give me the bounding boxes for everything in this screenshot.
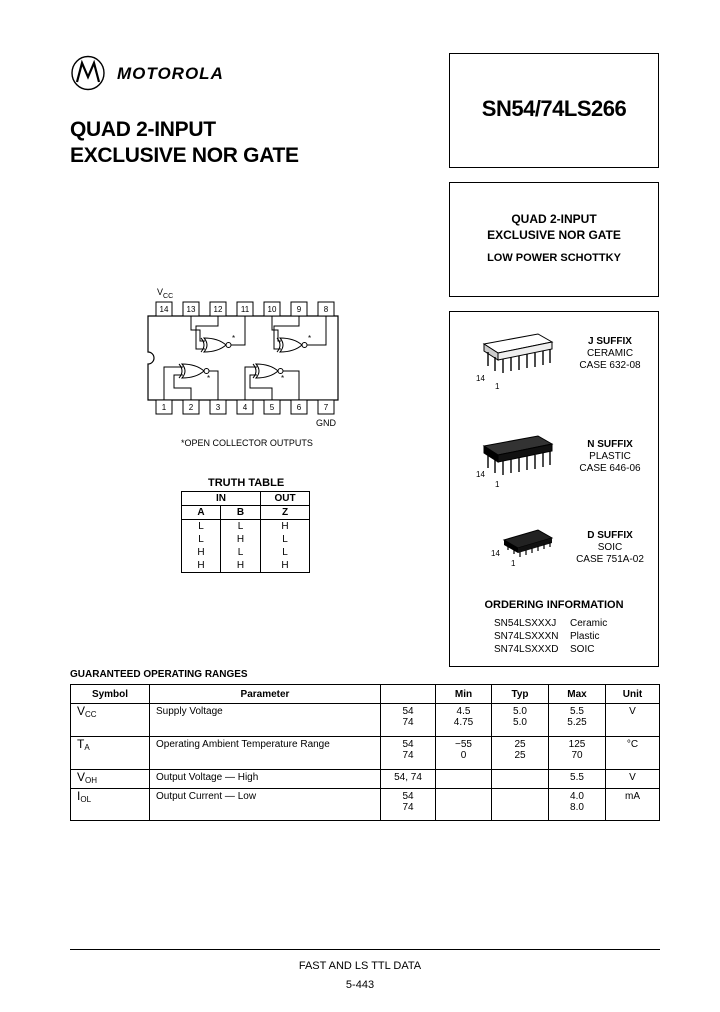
svg-text:9: 9 bbox=[296, 305, 302, 314]
bottom-pin bbox=[183, 400, 199, 414]
truth-table-out-header: OUT bbox=[261, 492, 310, 506]
n-pin14-label: 14 bbox=[476, 470, 485, 479]
truth-table-title: TRUTH TABLE bbox=[208, 477, 285, 489]
ordering-type: Ceramic bbox=[570, 618, 608, 629]
page-title-line1: QUAD 2-INPUT bbox=[70, 118, 216, 141]
svg-text:5: 5 bbox=[269, 403, 275, 412]
svg-text:7: 7 bbox=[323, 403, 329, 412]
top-pin bbox=[210, 302, 226, 316]
pinout-diagram bbox=[140, 298, 350, 418]
table-row: $I_{OL}$ Output Current — Low 54 74 4.0 8.0 mA bbox=[71, 789, 660, 821]
desc-line2: EXCLUSIVE NOR GATE bbox=[487, 228, 621, 242]
table-row: H H H bbox=[182, 559, 310, 573]
desc-line3: LOW POWER SCHOTTKY bbox=[487, 252, 621, 264]
part-number: SN54/74LS266 bbox=[481, 96, 627, 121]
bottom-pin bbox=[291, 400, 307, 414]
j-pin1-label: 1 bbox=[495, 382, 500, 391]
ranges-title: GUARANTEED OPERATING RANGES bbox=[70, 669, 248, 680]
ordering-code: SN54LSXXXJ bbox=[494, 618, 557, 629]
col-a-header: A bbox=[182, 506, 221, 520]
col-z-header: Z bbox=[261, 506, 310, 520]
ceramic-dip-package-icon bbox=[478, 326, 558, 382]
top-pin bbox=[318, 302, 334, 316]
top-pin bbox=[156, 302, 172, 316]
footer-rule bbox=[70, 949, 660, 950]
footer-section: FAST AND LS TTL DATA bbox=[298, 960, 422, 972]
n-package-label: N SUFFIX PLASTIC CASE 646-06 bbox=[579, 439, 641, 474]
motorola-logo-icon bbox=[70, 55, 106, 91]
svg-text:6: 6 bbox=[296, 403, 302, 412]
d-pin14-label: 14 bbox=[491, 549, 500, 558]
ordering-code: SN74LSXXXD bbox=[494, 644, 559, 655]
open-collector-note: *OPEN COLLECTOR OUTPUTS bbox=[181, 438, 313, 448]
oc-mark: * bbox=[232, 334, 236, 343]
table-row: $V_{CC}$ Supply Voltage 54 74 4.5 4.75 5.0 5.0 5.5 5.25 V bbox=[71, 704, 660, 737]
desc-line1: QUAD 2-INPUT bbox=[511, 212, 597, 226]
truth-table-in-header: IN bbox=[182, 492, 261, 506]
page-title-line2: EXCLUSIVE NOR GATE bbox=[70, 144, 299, 167]
top-pin bbox=[183, 302, 199, 316]
part-number-box bbox=[449, 53, 659, 168]
d-package-label: D SUFFIX SOIC CASE 751A-02 bbox=[576, 530, 644, 565]
svg-text:13: 13 bbox=[186, 305, 196, 314]
table-row: H L L bbox=[182, 546, 310, 559]
bottom-pin bbox=[318, 400, 334, 414]
truth-table bbox=[181, 491, 310, 573]
description-box bbox=[449, 182, 659, 297]
page-number: 5-443 bbox=[345, 979, 375, 991]
brand-name: MOTOROLA bbox=[117, 64, 224, 83]
col-b-header: B bbox=[221, 506, 261, 520]
ordering-code: SN74LSXXXN bbox=[494, 631, 559, 642]
oc-mark: * bbox=[281, 374, 285, 383]
svg-text:14: 14 bbox=[159, 305, 169, 314]
svg-text:1: 1 bbox=[161, 403, 167, 412]
plastic-dip-package-icon bbox=[478, 428, 558, 484]
svg-text:4: 4 bbox=[242, 403, 248, 412]
bottom-pin bbox=[156, 400, 172, 414]
soic-package-icon bbox=[500, 526, 560, 562]
bottom-pin bbox=[264, 400, 280, 414]
d-pin1-label: 1 bbox=[511, 559, 516, 568]
operating-ranges-table: Symbol Parameter Min Typ Max Unit $V_{CC}$ Supply Voltage 54 74 4.5 4.75 5.0 5.0 5.5 5.25 V $T_A$ Operating Ambient Temperature Range 54 74 −55 0 25 25 125 70 °C $V_{OH}$ Output Voltage — High 54, 74 5.5 V $I_{OL}$ Output Current — Low 54 74 4.0 8.0 mA bbox=[70, 684, 660, 821]
bottom-pin bbox=[210, 400, 226, 414]
n-pin1-label: 1 bbox=[495, 480, 500, 489]
svg-text:3: 3 bbox=[215, 403, 221, 412]
top-pin bbox=[264, 302, 280, 316]
top-pin bbox=[291, 302, 307, 316]
oc-mark: * bbox=[207, 374, 211, 383]
gnd-label: GND bbox=[316, 418, 336, 428]
svg-text:8: 8 bbox=[323, 305, 329, 314]
svg-text:11: 11 bbox=[240, 305, 250, 314]
vcc-label: $V_{CC}$ bbox=[157, 287, 174, 300]
bottom-pin bbox=[237, 400, 253, 414]
table-row: L L H bbox=[182, 520, 310, 534]
j-pin14-label: 14 bbox=[476, 374, 485, 383]
ordering-type: SOIC bbox=[570, 644, 595, 655]
ordering-title: ORDERING INFORMATION bbox=[484, 599, 624, 611]
table-row: L H L bbox=[182, 533, 310, 546]
table-row: $T_A$ Operating Ambient Temperature Range 54 74 −55 0 25 25 125 70 °C bbox=[71, 737, 660, 770]
packages-box bbox=[449, 311, 659, 667]
ordering-type: Plastic bbox=[570, 631, 600, 642]
svg-text:12: 12 bbox=[213, 305, 223, 314]
oc-mark: * bbox=[308, 334, 312, 343]
top-pin bbox=[237, 302, 253, 316]
chip-body bbox=[148, 316, 338, 400]
svg-text:10: 10 bbox=[267, 305, 277, 314]
table-row: $V_{OH}$ Output Voltage — High 54, 74 5.5 V bbox=[71, 770, 660, 789]
svg-text:2: 2 bbox=[188, 403, 194, 412]
j-package-label: J SUFFIX CERAMIC CASE 632-08 bbox=[579, 336, 641, 371]
